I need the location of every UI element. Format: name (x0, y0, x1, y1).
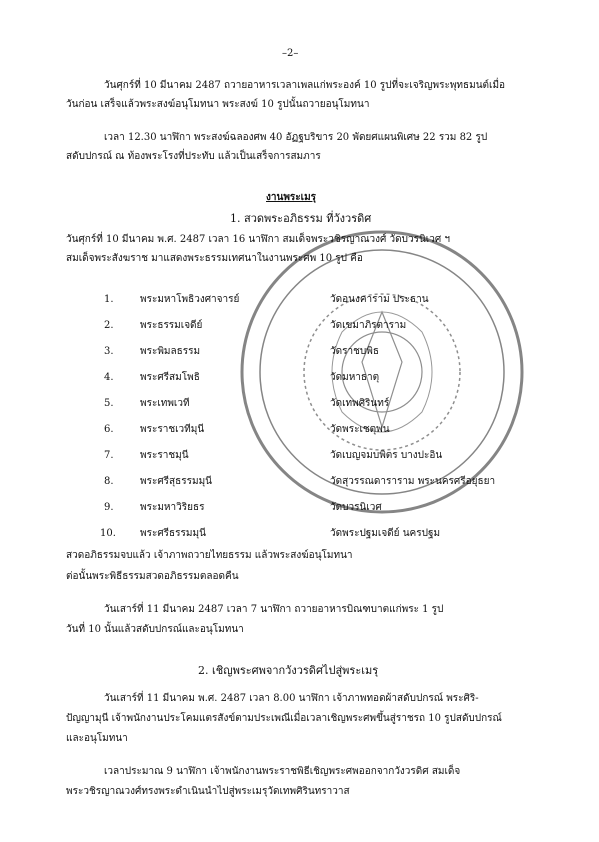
section-heading: งานพระเมรุ (266, 192, 317, 203)
paragraph-line: พระวชิรญาณวงศ์ทรงพระดำเนินนำไปสู่พระเมรุวัดเทพศิรินทราวาส (66, 786, 350, 797)
paragraph-line: เวลา 12.30 นาฬิกา พระสงฆ์ฉลองศพ 40 อัฏฐบริขาร 20 พัดยศแผนพิเศษ 22 รวม 82 รูป (104, 132, 488, 143)
paragraph-line: สดับปกรณ์ ณ ท้องพระโรงที่ประทับ แล้วเป็นเสร็จการสมภาร (66, 151, 321, 162)
paragraph-line: ต่อนั้นพระพิธีธรรมสวดอภิธรรมตลอดคืน (66, 571, 239, 582)
paragraph-line: วันที่ 10 นั้นแล้วสดับปกรณ์และอนุโมทนา (66, 624, 244, 635)
paragraph-line: เวลาประมาณ 9 นาฬิกา เจ้าพนักงานพระราชพิธีเชิญพระศพออกจากวังวรดิศ สมเด็จ (104, 766, 461, 777)
paragraph-line: วันก่อน เสร็จแล้วพระสงฆ์อนุโมทนา พระสงฆ์ 10 รูปนั้นถวายอนุโมทนา (66, 99, 370, 110)
paragraph-line: วันเสาร์ที่ 11 มีนาคม พ.ศ. 2487 เวลา 8.00 นาฬิกา เจ้าภาพทอดผ้าสดับปกรณ์ พระศิริ- (104, 693, 479, 704)
paragraph-line: สมเด็จพระสังฆราช มาแสดงพระธรรมเทศนาในงานพระศพ 10 รูป คือ (66, 253, 363, 264)
paragraph-line: วันเสาร์ที่ 11 มีนาคม 2487 เวลา 7 นาฬิกา ถวายอาหารบิณฑบาตแก่พระ 1 รูป (104, 604, 444, 615)
document-page: –2– วันศุกร์ที่ 10 มีนาคม 2487 ถวายอาหารเวลาเพลแก่พระองค์ 10 รูปที่จะเจริญพระพุทธมนต์เมื่อ วันก่อน เสร็จแล้วพระสงฆ์อนุโมทนา พระสงฆ์ 10 รูปนั้นถวายอนุโมทนา เวลา 12.30 นาฬิกา พระสงฆ์ฉลองศพ 40 อัฏฐบริขาร 20 พัดยศแผนพิเศษ 22 รวม 82 รูป สดับปกรณ์ ณ ท้องพระโรงที่ประทับ แล้วเป็นเสร็จการสมภาร งานพระเมรุ 1. สวดพระอภิธรรม ที่วังวรดิศ วันศุกร์ที่ 10 มีนาคม พ.ศ. 2487 เวลา 16 นาฬิกา สมเด็จพระวชิรญาณวงศ์ วัดบวรนิเวศ ฯ สมเด็จพระสังฆราช มาแสดงพระธรรมเทศนาในงานพระศพ 10 รูป คือ 1. พระมหาโพธิวงศาจารย์ วัดอนงคาราม ประธาน 2. พระธรรมเจดีย์ วัดเขมาภิรตาราม 3. พระพิมลธรรม วัดราชบพิธ 4. พระศรีสมโพธิ วัดมหาธาตุ 5. พระเทพเวที วัดเทพศิรินทร์ 6. พระราชเวทีมุนี วัดพระเชตุพน 7. พระราชมุนี วัดเบญจมบพิตร บางปะอิน 8. พระศรีสุธรรมมุนี วัดสุวรรณดาราราม พระนครศรีอยุธยา 9. พระมหาวิริยธร วัดบวรนิเวศ 10. พระศรีธรรมมุนี วัดพระปฐมเจดีย์ นครปฐม สวดอภิธรรมจบแล้ว เจ้าภาพถวายไทยธรรม แล้วพระสงฆ์อนุโมทนา ต่อนั้นพระพิธีธรรมสวดอภิธรรมตลอดคืน วันเสาร์ที่ 11 มีนาคม 2487 เวลา 7 นาฬิกา ถวายอาหารบิณฑบาตแก่พระ 1 รูป วันที่ 10 นั้นแล้วสดับปกรณ์และอนุโมทนา 2. เชิญพระศพจากวังวรดิศไปสู่พระเมรุ วันเสาร์ที่ 11 มีนาคม พ.ศ. 2487 เวลา 8.00 นาฬิกา เจ้าภาพทอดผ้าสดับปกรณ์ พระศิริ- ปัญญามุนี เจ้าพนักงานประโคมแตรสังข์ตามประเพณีเมื่อเวลาเชิญพระศพขึ้นสู่ราชรถ 10 รูปสดับปกรณ์ และอนุโมทนา เวลาประมาณ 9 นาฬิกา เจ้าพนักงานพระราชพิธีเชิญพระศพออกจากวังวรดิศ สมเด็จ พระวชิรญาณวงศ์ทรงพระดำเนินนำไปสู่พระเมรุวัดเทพศิรินทราวาส (0, 0, 599, 842)
section-title: 1. สวดพระอภิธรรม ที่วังวรดิศ (230, 212, 372, 225)
paragraph-line: และอนุโมทนา (66, 733, 128, 744)
paragraph-line: ปัญญามุนี เจ้าพนักงานประโคมแตรสังข์ตามประเพณีเมื่อเวลาเชิญพระศพขึ้นสู่ราชรถ 10 รูปสดับปกรณ์ (66, 713, 502, 724)
section-title: 2. เชิญพระศพจากวังวรดิศไปสู่พระเมรุ (198, 664, 379, 677)
page-number: –2– (282, 48, 299, 59)
paragraph-line: สวดอภิธรรมจบแล้ว เจ้าภาพถวายไทยธรรม แล้วพระสงฆ์อนุโมทนา (66, 550, 353, 561)
paragraph-line: วันศุกร์ที่ 10 มีนาคม พ.ศ. 2487 เวลา 16 นาฬิกา สมเด็จพระวชิรญาณวงศ์ วัดบวรนิเวศ ฯ (66, 234, 450, 245)
paragraph-line: วันศุกร์ที่ 10 มีนาคม 2487 ถวายอาหารเวลาเพลแก่พระองค์ 10 รูปที่จะเจริญพระพุทธมนต์เมื่อ (104, 80, 506, 91)
